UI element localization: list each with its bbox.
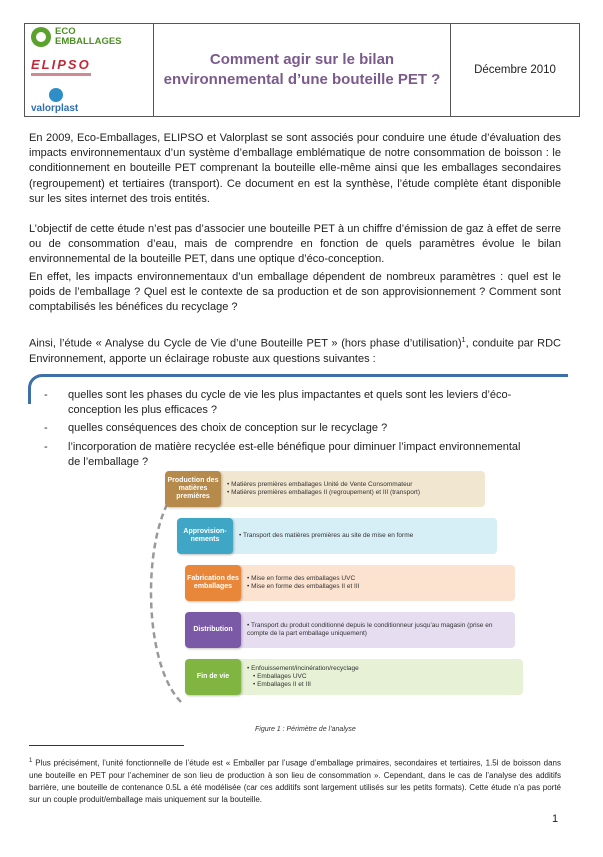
life-cycle-figure bbox=[133, 462, 493, 723]
eco-emballages-logo bbox=[31, 27, 122, 47]
document-header bbox=[24, 23, 580, 117]
title-line-1: Comment agir sur le bilan bbox=[209, 51, 395, 68]
eco-logo-text-2: EMBALLAGES bbox=[55, 36, 122, 47]
stage-label: Fabrication des emballages bbox=[185, 565, 241, 601]
eco-logo-text-1: ECO bbox=[55, 26, 76, 37]
stage-item: • Matières premières emballages Unité de Vente Consommateur bbox=[227, 481, 479, 489]
valorplast-logo-text: valorplast bbox=[31, 103, 79, 114]
stage-label: Distribution bbox=[185, 612, 241, 648]
stage-description bbox=[235, 612, 515, 648]
stage-item: • Enfouissement/incinération/recyclage bbox=[247, 665, 517, 673]
footnote-number: 1 bbox=[29, 758, 33, 764]
title-cell bbox=[154, 24, 451, 116]
valorplast-drop-icon bbox=[49, 88, 63, 102]
stage-item: • Mise en forme des emballages UVC bbox=[247, 575, 509, 583]
figure-stage bbox=[185, 612, 493, 648]
footnote bbox=[29, 755, 561, 806]
document-title bbox=[164, 50, 441, 90]
figure-stage bbox=[185, 659, 359, 695]
list-item: - quelles conséquences des choix de conception sur le recyclage ? bbox=[44, 421, 526, 436]
stage-item: • Matières premières emballages II (regroupement) et III (transport) bbox=[227, 489, 479, 497]
stage-label: Fin de vie bbox=[185, 659, 241, 695]
stage-label: Approvision-nements bbox=[177, 518, 233, 554]
stage-subitem: • Emballages II et III bbox=[247, 681, 517, 689]
study-text-b: , conduite par RDC Environnement, apporte un éclairage robuste aux questions suivantes : bbox=[29, 337, 561, 365]
footnote-ref: 1 bbox=[461, 337, 466, 344]
stage-description bbox=[235, 565, 515, 601]
stage-label: Production des matières premières bbox=[165, 471, 221, 507]
eco-swirl-icon bbox=[31, 27, 51, 47]
figure-caption: Figure 1 : Périmètre de l’analyse bbox=[255, 726, 356, 733]
figure-stage bbox=[185, 565, 360, 601]
question-list bbox=[44, 388, 526, 473]
stage-item: • Transport des matières premières au site de mise en forme bbox=[239, 532, 491, 540]
paragraph-study bbox=[29, 333, 561, 367]
list-item: - quelles sont les phases du cycle de vie les plus impactantes et quels sont les leviers d’éco-conception les plus efficaces ? bbox=[44, 388, 526, 418]
valorplast-logo bbox=[31, 88, 78, 114]
footnote-rule bbox=[29, 745, 184, 746]
elipso-logo: ELIPSO bbox=[31, 57, 91, 72]
stage-item: • Mise en forme des emballages II et III bbox=[247, 583, 509, 591]
stage-description bbox=[215, 471, 485, 507]
figure-stage bbox=[177, 518, 414, 554]
page-number: 1 bbox=[552, 813, 559, 825]
paragraph-intro: En 2009, Eco-Emballages, ELIPSO et Valorplast se sont associés pour conduire une étude d’évaluation des impacts environnementaux d’un système d’emballage emblématique de notre consommation de boisson : le conditionnement en bouteille PET comprenant la bouteille elle-même ainsi que les emballages secondaires (regroupement) et tertiaires (transport). Ce document en est la synthèse, l’étude complète étant disponible sur les sites internet des trois entités. bbox=[29, 132, 561, 205]
stage-description bbox=[227, 518, 497, 554]
stage-description bbox=[235, 659, 523, 695]
figure-stage bbox=[165, 471, 421, 507]
document-date: Décembre 2010 bbox=[474, 64, 556, 76]
logos-cell bbox=[25, 24, 154, 116]
paragraph-parameters: En effet, les impacts environnementaux d’un emballage dépendent de nombreux paramètres : quel est le poids de l’emballage ? Quel est le contexte de sa production et de son approvisionnement ? Comment sont comptabilisés les bénéfices du recyclage ? bbox=[29, 271, 561, 314]
list-item: - l’incorporation de matière recyclée est-elle bénéfique pour diminuer l’impact environnemental de l’emballage ? bbox=[44, 440, 526, 470]
title-line-2: environnemental d’une bouteille PET ? bbox=[163, 71, 441, 88]
study-text-a: Ainsi, l’étude « Analyse du Cycle de Vie d’une Bouteille PET » (hors phase d’utilisation) bbox=[29, 337, 462, 350]
stage-item: • Transport du produit conditionné depuis le conditionneur jusqu’au magasin (prise en compte de la part emballage uniquement) bbox=[247, 622, 509, 638]
elipso-underline bbox=[31, 73, 91, 76]
paragraph-objective: L’objectif de cette étude n’est pas d’associer une bouteille PET à un chiffre d’émission de gaz à effet de serre ou de consommation d’eau, mais de comprendre en fonction de quels paramètres évolue le bilan environnemental de la bouteille PET, dans une optique d’éco-conception. bbox=[29, 223, 561, 266]
footnote-text: Plus précisément, l’unité fonctionnelle de l’étude est « Emballer par l’usage d’emballage primaires, secondaires et tertiaires, 1.5l de boisson dans une bouteille en PET pour l’acheminer de son lieu de production à son lieu de consommation ». Cependant, dans le cas de l’analyse des additifs barrière, une bouteille de contenance 0.5L a été modélisée (car ces additifs sont largement utilisés sur les petits formats). Cette étude n’a pas porté sur un couple produit/emballage mais uniquement sur la bouteille. bbox=[29, 758, 561, 805]
stage-subitem: • Emballages UVC bbox=[247, 673, 517, 681]
